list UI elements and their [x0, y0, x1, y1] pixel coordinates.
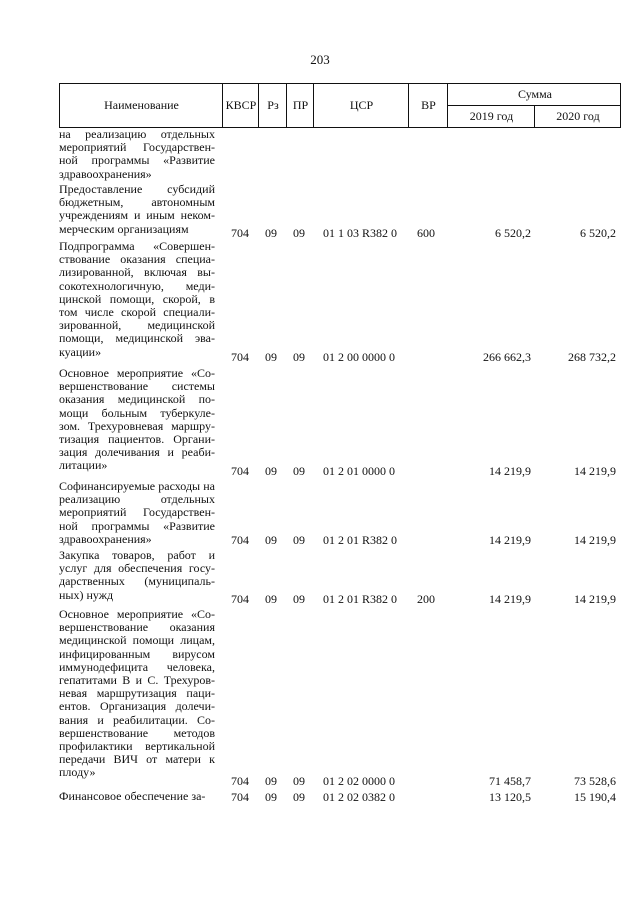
row-name: на реализацию отдельных мероприятий Государствен-ной программы «Развитие здравоохранения»	[59, 127, 215, 181]
row-csr: 01 2 01 0000 0	[323, 463, 395, 478]
row-csr: 01 2 02 0382 0	[323, 789, 395, 804]
table-header	[59, 83, 621, 127]
row-csr: 01 2 01 R382 0	[323, 591, 398, 606]
row-csr: 01 2 02 0000 0	[323, 773, 395, 788]
row-rz: 09	[265, 532, 277, 547]
row-sum-2019: 6 520,2	[495, 225, 531, 240]
header-pr: ПР	[286, 83, 314, 127]
row-sum-2020: 268 732,2	[568, 349, 616, 364]
row-sum-2020: 14 219,9	[574, 463, 616, 478]
row-sum-2020: 73 528,6	[574, 773, 616, 788]
row-sum-2019: 14 219,9	[489, 463, 531, 478]
row-kvsr: 704	[231, 591, 249, 606]
table-row	[59, 240, 621, 364]
header-csr: ЦСР	[313, 83, 409, 127]
row-pr: 09	[293, 532, 305, 547]
row-pr: 09	[293, 773, 305, 788]
row-sum-2020: 14 219,9	[574, 591, 616, 606]
row-rz: 09	[265, 591, 277, 606]
row-kvsr: 704	[231, 349, 249, 364]
row-name: Закупка товаров, работ и услуг для обеспечения госу-дарственных (муниципаль-ных) нужд	[59, 548, 215, 602]
row-pr: 09	[293, 463, 305, 478]
row-sum-2020: 14 219,9	[574, 532, 616, 547]
row-sum-2020: 6 520,2	[580, 225, 616, 240]
header-2019: 2019 год	[447, 105, 535, 127]
row-csr: 01 2 00 0000 0	[323, 349, 395, 364]
row-kvsr: 704	[231, 789, 249, 804]
table-row	[59, 128, 621, 181]
row-sum-2019: 14 219,9	[489, 532, 531, 547]
table-row	[59, 549, 621, 606]
header-vr: ВР	[408, 83, 448, 127]
row-name: Финансовое обеспечение за-	[59, 789, 206, 803]
row-sum-2019: 71 458,7	[489, 773, 531, 788]
row-vr: 200	[417, 591, 435, 606]
row-kvsr: 704	[231, 532, 249, 547]
row-sum-2019: 13 120,5	[489, 789, 531, 804]
table-row	[59, 790, 621, 804]
row-pr: 09	[293, 225, 305, 240]
header-sum: Сумма	[447, 83, 622, 105]
row-pr: 09	[293, 349, 305, 364]
row-vr: 600	[417, 225, 435, 240]
table-row	[59, 183, 621, 240]
header-kvsr: КВСР	[222, 83, 259, 127]
row-name: Предоставление субсидий бюджетным, автономным учреждениям и иным неком-мерческим организациям	[59, 182, 215, 236]
row-name: Подпрограмма «Совершен-ствование оказания специа-лизированной, включая вы-сокотехнологичную, меди-цинской помощи, скорой, в том числе скорой специали-зированной, медицинской помощи, медицинской эва-куации»	[59, 239, 215, 359]
row-kvsr: 704	[231, 463, 249, 478]
row-rz: 09	[265, 225, 277, 240]
row-sum-2019: 266 662,3	[483, 349, 531, 364]
table-row	[59, 608, 621, 788]
header-name: Наименование	[59, 83, 223, 127]
row-sum-2019: 14 219,9	[489, 591, 531, 606]
row-kvsr: 704	[231, 773, 249, 788]
table-row	[59, 367, 621, 478]
row-rz: 09	[265, 773, 277, 788]
row-sum-2020: 15 190,4	[574, 789, 616, 804]
header-rz: Рз	[258, 83, 287, 127]
row-csr: 01 2 01 R382 0	[323, 532, 398, 547]
row-rz: 09	[265, 349, 277, 364]
row-name: Основное мероприятие «Со-вершенствование системы оказания медицинской по-мощи больным туберкуле-зом. Трехуровневая маршру-тизация пациентов. Органи-зация долечивания и реаби-литации»	[59, 366, 215, 473]
table-row	[59, 480, 621, 547]
row-kvsr: 704	[231, 225, 249, 240]
row-csr: 01 1 03 R382 0	[323, 225, 398, 240]
header-2020: 2020 год	[534, 105, 621, 127]
header-right-border	[620, 83, 621, 127]
row-name: Основное мероприятие «Со-вершенствование оказания медицинской помощи лицам, инфицированным вирусом иммунодефицита человека, гепатитами В и С. Трехуров-невая маршрутизация паци-ентов. Организация долечи-вания и реабилитации. Со-вершенствование методов профилактики вертикальной передачи ВИЧ от матери к плоду»	[59, 607, 215, 780]
page-number: 203	[310, 52, 330, 67]
row-pr: 09	[293, 789, 305, 804]
row-pr: 09	[293, 591, 305, 606]
row-name: Софинансируемые расходы на реализацию отдельных мероприятий Государствен-ной программы «Развитие здравоохранения»	[59, 479, 215, 546]
row-rz: 09	[265, 463, 277, 478]
row-rz: 09	[265, 789, 277, 804]
